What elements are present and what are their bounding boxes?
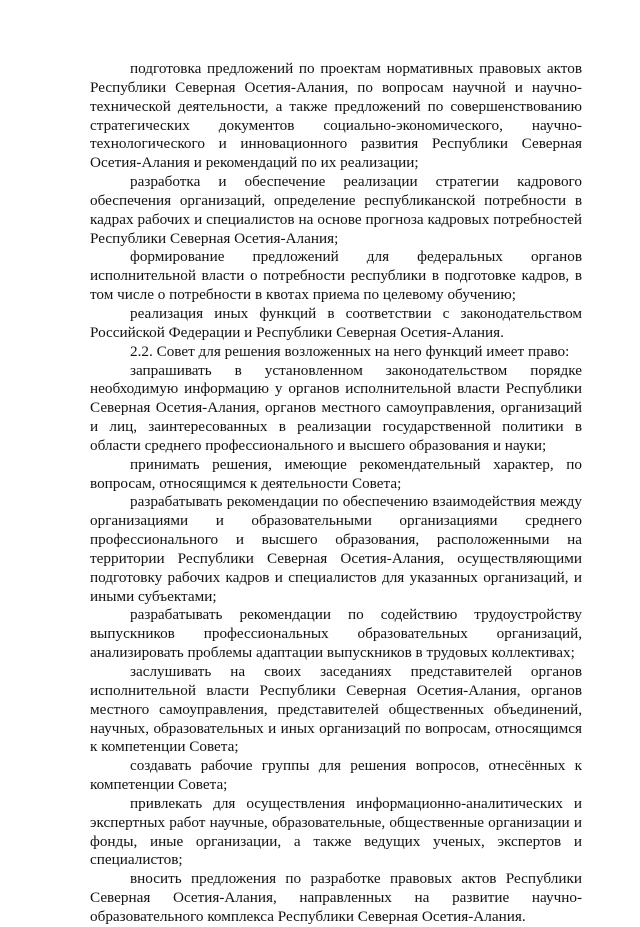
paragraph: разрабатывать рекомендации по содействию трудоустройству выпускников профессиональных образовательных организаций, анализировать проблемы адаптации выпускников в трудовых коллективах; — [90, 606, 582, 662]
paragraph: подготовка предложений по проектам нормативных правовых актов Республики Северная Осетия-Алания, по вопросам научной и научно-технической деятельности, а также предложений по совершенствованию стратегических документов социально-экономического, научно-технологического и инновационного развития Республики Северная Осетия-Алания и рекомендаций по их реализации; — [90, 60, 582, 172]
paragraph: заслушивать на своих заседаниях представителей органов исполнительной власти Республики Северная Осетия-Алания, органов местного самоуправления, представителей общественных объединений, научных, образовательных и иных организаций по вопросам, относящимся к компетенции Совета; — [90, 663, 582, 756]
paragraph: разработка и обеспечение реализации стратегии кадрового обеспечения организаций, определение республиканской потребности в кадрах рабочих и специалистов на основе прогноза кадровых потребностей Республики Северная Осетия-Алания; — [90, 173, 582, 247]
paragraph: запрашивать в установленном законодательством порядке необходимую информацию у органов исполнительной власти Республики Северная Осетия-Алания, органов местного самоуправления, организаций и лиц, заинтересованных в реализации государственной политики в области среднего профессионального и высшего образования и науки; — [90, 361, 582, 454]
paragraph: формирование предложений для федеральных органов исполнительной власти о потребности республики в подготовке кадров, в том числе о потребности в квотах приема по целевому обучению; — [90, 248, 582, 304]
section-heading: 2.2. Совет для решения возложенных на него функций имеет право: — [130, 342, 570, 360]
document-page — [90, 60, 582, 927]
paragraph: привлекать для осуществления информационно-аналитических и экспертных работ научные, образовательные, общественные организации и фонды, иные организации, а также ведущих ученых, экспертов и специалистов; — [90, 794, 582, 869]
paragraph: вносить предложения по разработке правовых актов Республики Северная Осетия-Алания, направленных на развитие научно-образовательного комплекса Республики Северная Осетия-Алания. — [90, 870, 582, 925]
paragraph: создавать рабочие группы для решения вопросов, отнесённых к компетенции Совета; — [90, 757, 582, 794]
paragraph: разрабатывать рекомендации по обеспечению взаимодействия между организациями и образовательными организациями среднего профессионального и высшего образования, расположенными на территории Республики Северная Осетия-Алания, осуществляющими подготовку рабочих кадров и специалистов для указанных организаций, и иными субъектами; — [90, 493, 582, 605]
paragraph: принимать решения, имеющие рекомендательный характер, по вопросам, относящимся к деятельности Совета; — [90, 455, 582, 492]
paragraph: реализация иных функций в соответствии с законодательством Российской Федерации и Республики Северная Осетия-Алания. — [90, 304, 582, 341]
